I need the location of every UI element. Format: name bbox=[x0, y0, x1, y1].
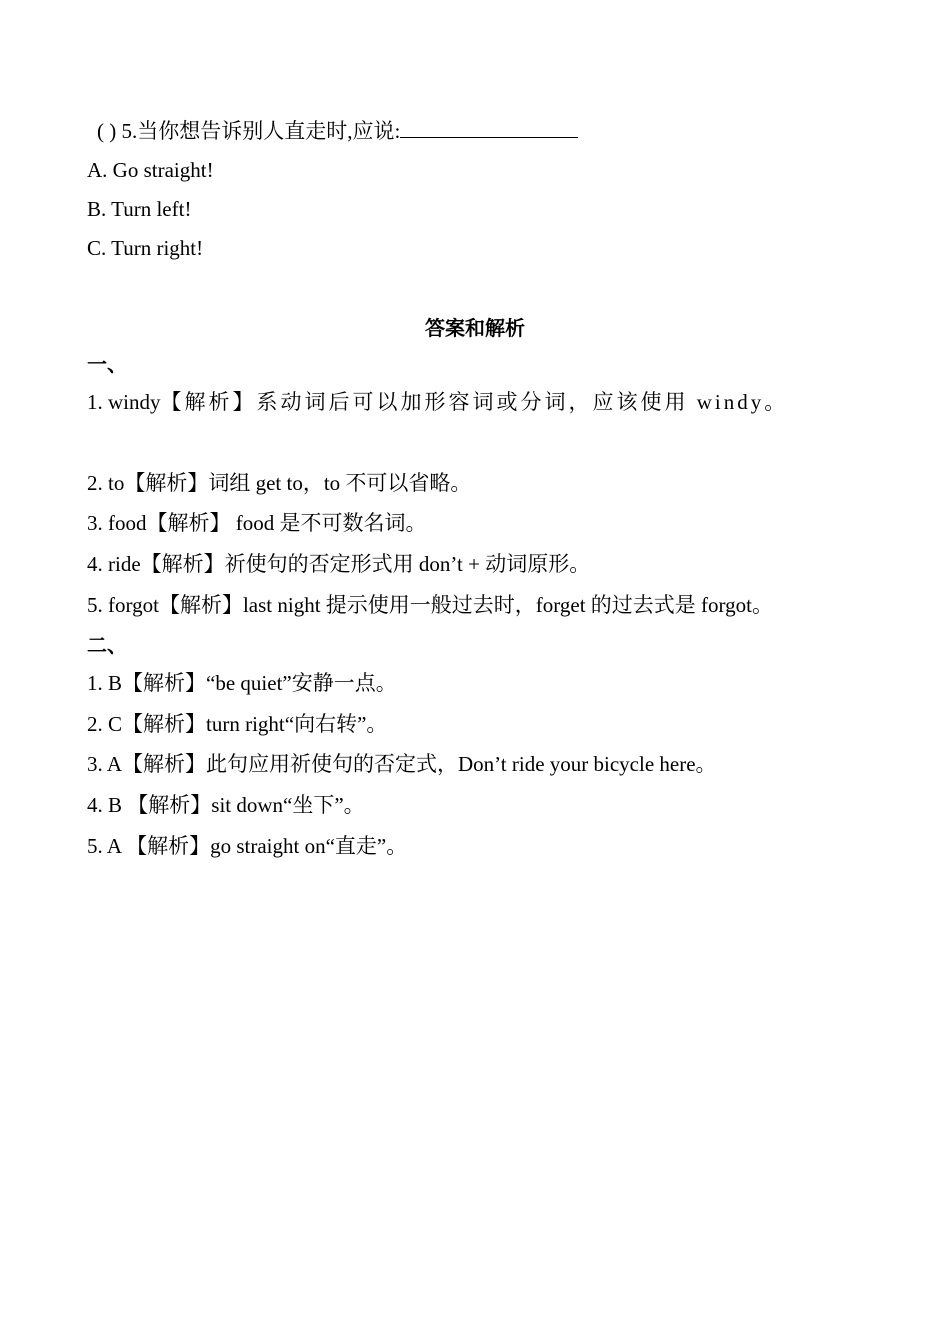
analysis-text: 祈使句的否定形式用 don’t + 动词原形。 bbox=[224, 552, 591, 576]
item-answer: A bbox=[106, 834, 127, 858]
analysis-tag: 【解析】 bbox=[122, 752, 207, 776]
item-number: 3. bbox=[87, 511, 103, 535]
analysis-tag: 【解析】 bbox=[140, 552, 225, 576]
analysis-text: “be quiet”安静一点。 bbox=[206, 671, 397, 695]
item-answer: B bbox=[108, 793, 128, 817]
s2-item-4 bbox=[87, 792, 365, 818]
analysis-text: food 是不可数名词。 bbox=[230, 511, 427, 535]
item-answer: forgot bbox=[108, 593, 159, 617]
analysis-tag: 【解析】 bbox=[126, 834, 211, 858]
item-number: 1. bbox=[87, 671, 103, 695]
item-answer: A bbox=[106, 752, 123, 776]
analysis-text: last night 提示使用一般过去时，forget 的过去式是 forgot。 bbox=[242, 593, 773, 617]
analysis-tag: 【解析】 bbox=[124, 471, 209, 495]
answer-paren: ( ) bbox=[97, 119, 117, 143]
option-b: B. Turn left! bbox=[87, 197, 192, 221]
s1-item-4 bbox=[87, 551, 590, 577]
question-text: 5.当你想告诉别人直走时,应说: bbox=[121, 119, 401, 143]
item-number: 2. bbox=[87, 471, 103, 495]
section-1-label: 一、 bbox=[87, 352, 127, 376]
s2-item-3 bbox=[87, 751, 717, 777]
analysis-text: 此句应用祈使句的否定式，Don’t ride your bicycle here。 bbox=[206, 752, 717, 776]
analysis-tag: 【解析】 bbox=[122, 712, 207, 736]
analysis-text: turn right“向右转”。 bbox=[206, 712, 388, 736]
item-number: 4. bbox=[87, 793, 103, 817]
analysis-tag: 【解析】 bbox=[146, 511, 231, 535]
analysis-tag: 【解析】 bbox=[160, 390, 257, 414]
item-number: 5. bbox=[87, 834, 103, 858]
s1-item-2 bbox=[87, 470, 471, 496]
analysis-text: 系动词后可以加形容词或分词，应该使用 windy。 bbox=[256, 390, 789, 414]
option-c: C. Turn right! bbox=[87, 236, 204, 260]
analysis-text: go straight on“直走”。 bbox=[210, 834, 408, 858]
item-number: 2. bbox=[87, 712, 103, 736]
item-answer: C bbox=[108, 712, 123, 736]
analysis-tag: 【解析】 bbox=[127, 793, 212, 817]
s1-item-5 bbox=[87, 592, 773, 618]
analysis-text: sit down“坐下”。 bbox=[211, 793, 365, 817]
option-a: A. Go straight! bbox=[87, 158, 214, 182]
analysis-tag: 【解析】 bbox=[158, 593, 243, 617]
s2-item-2 bbox=[87, 711, 387, 737]
item-answer: food bbox=[108, 511, 147, 535]
item-number: 3. bbox=[87, 752, 103, 776]
item-number: 1. bbox=[87, 390, 103, 414]
answer-blank bbox=[400, 119, 578, 138]
analysis-text: 词组 get to，to 不可以省略。 bbox=[208, 471, 472, 495]
item-answer: windy bbox=[108, 390, 161, 414]
question-5 bbox=[97, 118, 578, 144]
s1-item-1 bbox=[87, 389, 788, 415]
item-number: 5. bbox=[87, 593, 103, 617]
s1-item-3 bbox=[87, 510, 427, 536]
answers-title: 答案和解析 bbox=[425, 316, 525, 340]
item-answer: ride bbox=[108, 552, 141, 576]
item-answer: B bbox=[108, 671, 123, 695]
item-number: 4. bbox=[87, 552, 103, 576]
s2-item-5 bbox=[87, 833, 407, 859]
section-2-label: 二、 bbox=[87, 633, 127, 657]
s2-item-1 bbox=[87, 670, 397, 696]
analysis-tag: 【解析】 bbox=[122, 671, 207, 695]
item-answer: to bbox=[108, 471, 125, 495]
